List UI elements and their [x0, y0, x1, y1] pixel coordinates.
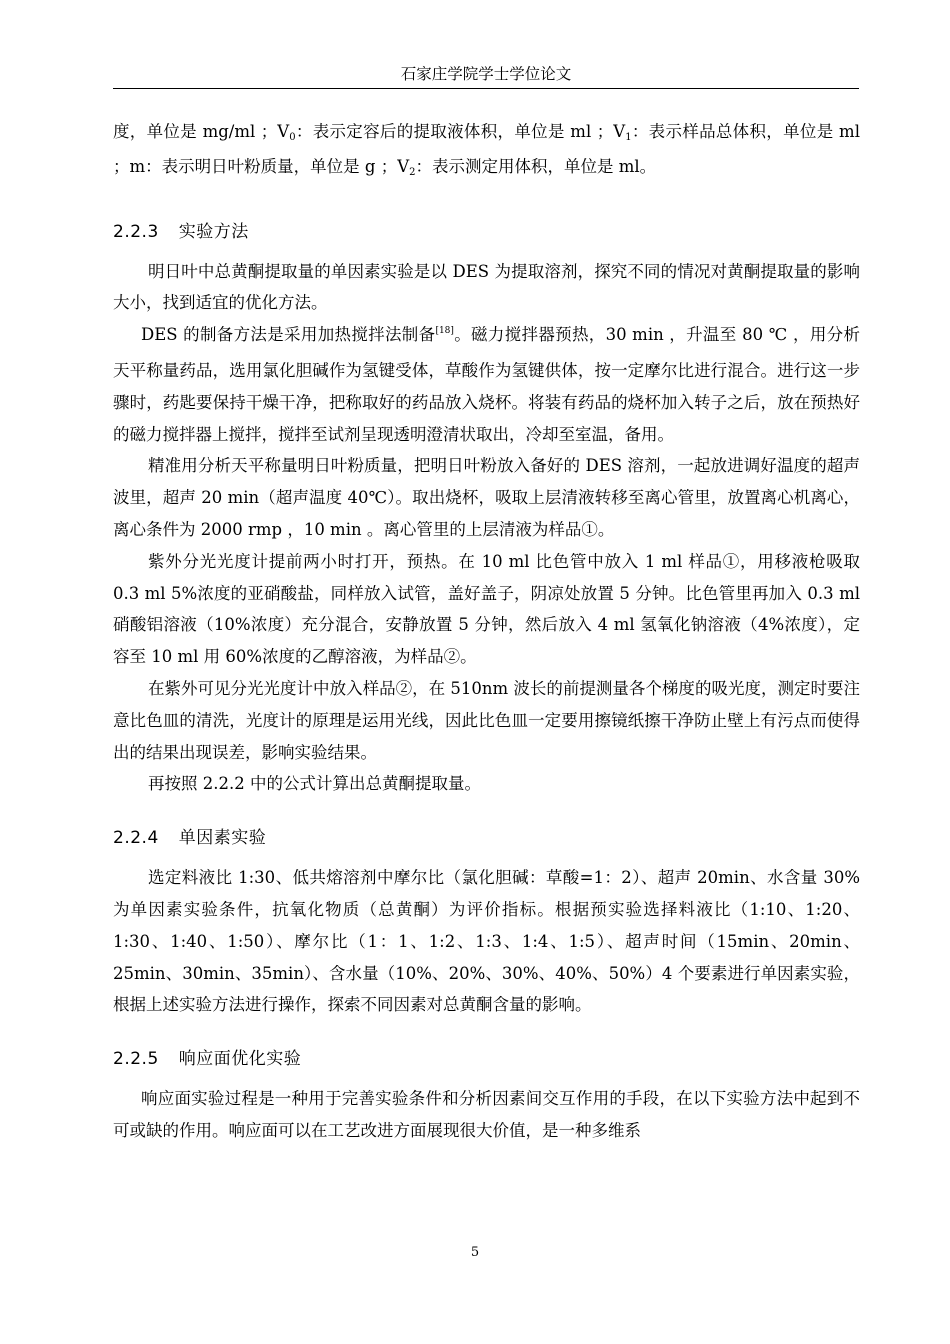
text-run: ：表示定容后的提取液体积，单位是 ml ；V: [295, 122, 626, 141]
section-heading-2-2-3: [113, 220, 860, 244]
page-number: 5: [470, 1245, 480, 1260]
section-heading-2-2-5: [113, 1047, 860, 1071]
text-run: 。磁力搅拌器预热，30 min ，升温至 80 ℃ ，用分析天平称量药品，选用氯化胆碱作为氢键受体，草酸作为氢键供体，按一定摩尔比进行混合。进行这一步骤时，药匙要保持干燥干净，把称取好的药品放入烧杯。将装有药品的烧杯加入转子之后，放在预热好的磁力搅拌器上搅拌，搅拌至试剂呈现透明澄清状取出，冷却至室温，备用。: [113, 325, 860, 444]
section-title: 单因素实验: [178, 828, 267, 849]
paragraph: 紫外分光光度计提前两小时打开，预热。在 10 ml 比色管中放入 1 ml 样品①，用移液枪吸取 0.3 ml 5%浓度的亚硝酸盐，同样放入试管，盖好盖子，阴凉处放置 5 分钟。比色管里再加入 0.3 ml 硝酸铝溶液（10%浓度）充分混合，安静放置 5 分钟，然后放入 4 ml 氢氧化钠溶液（4%浓度），定容至 10 ml 用 60%浓度的乙醇溶液，为样品②。: [113, 551, 860, 667]
page-body: [113, 116, 860, 1147]
paragraph: 在紫外可见分光光度计中放入样品②，在 510nm 波长的前提测量各个梯度的吸光度，测定时要注意比色皿的清洗，光度计的原理是运用光线，因此比色皿一定要用擦镜纸擦干净防止壁上有污点而使得出的结果出现误差，影响实验结果。: [113, 678, 860, 762]
section-title: 实验方法: [178, 221, 249, 242]
section-number: 2.2.5: [113, 1049, 159, 1070]
paragraph: 明日叶中总黄酮提取量的单因素实验是以 DES 为提取溶剂，探究不同的情况对黄酮提取量的影响大小，找到适宜的优化方法。: [113, 261, 860, 313]
text-run: 度，单位是 mg/ml ；V: [113, 122, 290, 141]
paragraph: 再按照 2.2.2 中的公式计算出总黄酮提取量。: [148, 774, 481, 794]
section-number: 2.2.4: [113, 828, 159, 849]
paragraph-units: [113, 116, 860, 186]
paragraph: 响应面实验过程是一种用于完善实验条件和分析因素间交互作用的手段，在以下实验方法中起到不可或缺的作用。响应面可以在工艺改进方面展现很大价值，是一种多维系: [113, 1089, 860, 1140]
text-run: DES 的制备方法是采用加热搅拌法制备: [141, 325, 436, 345]
paragraph: 选定料液比 1:30、低共熔溶剂中摩尔比（氯化胆碱：草酸=1：2）、超声 20min、水含量 30%为单因素实验条件，抗氧化物质（总黄酮）为评价指标。根据预实验选择料液比（1:10、1:20、1:30、1:40、1:50）、摩尔比（1：1、1:2、1:3、1:4、1:5）、超声时间（15min、20min、25min、30min、35min）、含水量（10%、20%、30%、40%、50%）4 个要素进行单因素实验，根据上述实验方法进行操作，探索不同因素对总黄酮含量的影响。: [113, 868, 860, 1015]
subscript: 1: [625, 132, 632, 143]
section-title: 响应面优化实验: [178, 1049, 302, 1070]
paragraph: 精准用分析天平称量明日叶粉质量，把明日叶粉放入备好的 DES 溶剂，一起放进调好温度的超声波里，超声 20 min（超声温度 40℃）。取出烧杯，吸取上层清液转移至离心管里，放置离心机离心，离心条件为 2000 rmp ，10 min 。离心管里的上层清液为样品①。: [113, 456, 860, 539]
citation: [18]: [435, 326, 454, 337]
subscript: 0: [289, 132, 296, 143]
header-rule: [113, 88, 859, 89]
text-run: ：表示测定用体积，单位是 ml。: [415, 156, 657, 176]
section-heading-2-2-4: [113, 826, 860, 850]
text-run: ：表示样品总体积，单位是 ml ；m：表示明日叶粉质量，单位是 g ；V: [113, 122, 860, 176]
subscript: 2: [409, 166, 416, 178]
paragraph-des-preparation: [113, 319, 860, 450]
section-number: 2.2.3: [113, 221, 159, 242]
running-header: 石家庄学院学士学位论文: [400, 65, 572, 83]
